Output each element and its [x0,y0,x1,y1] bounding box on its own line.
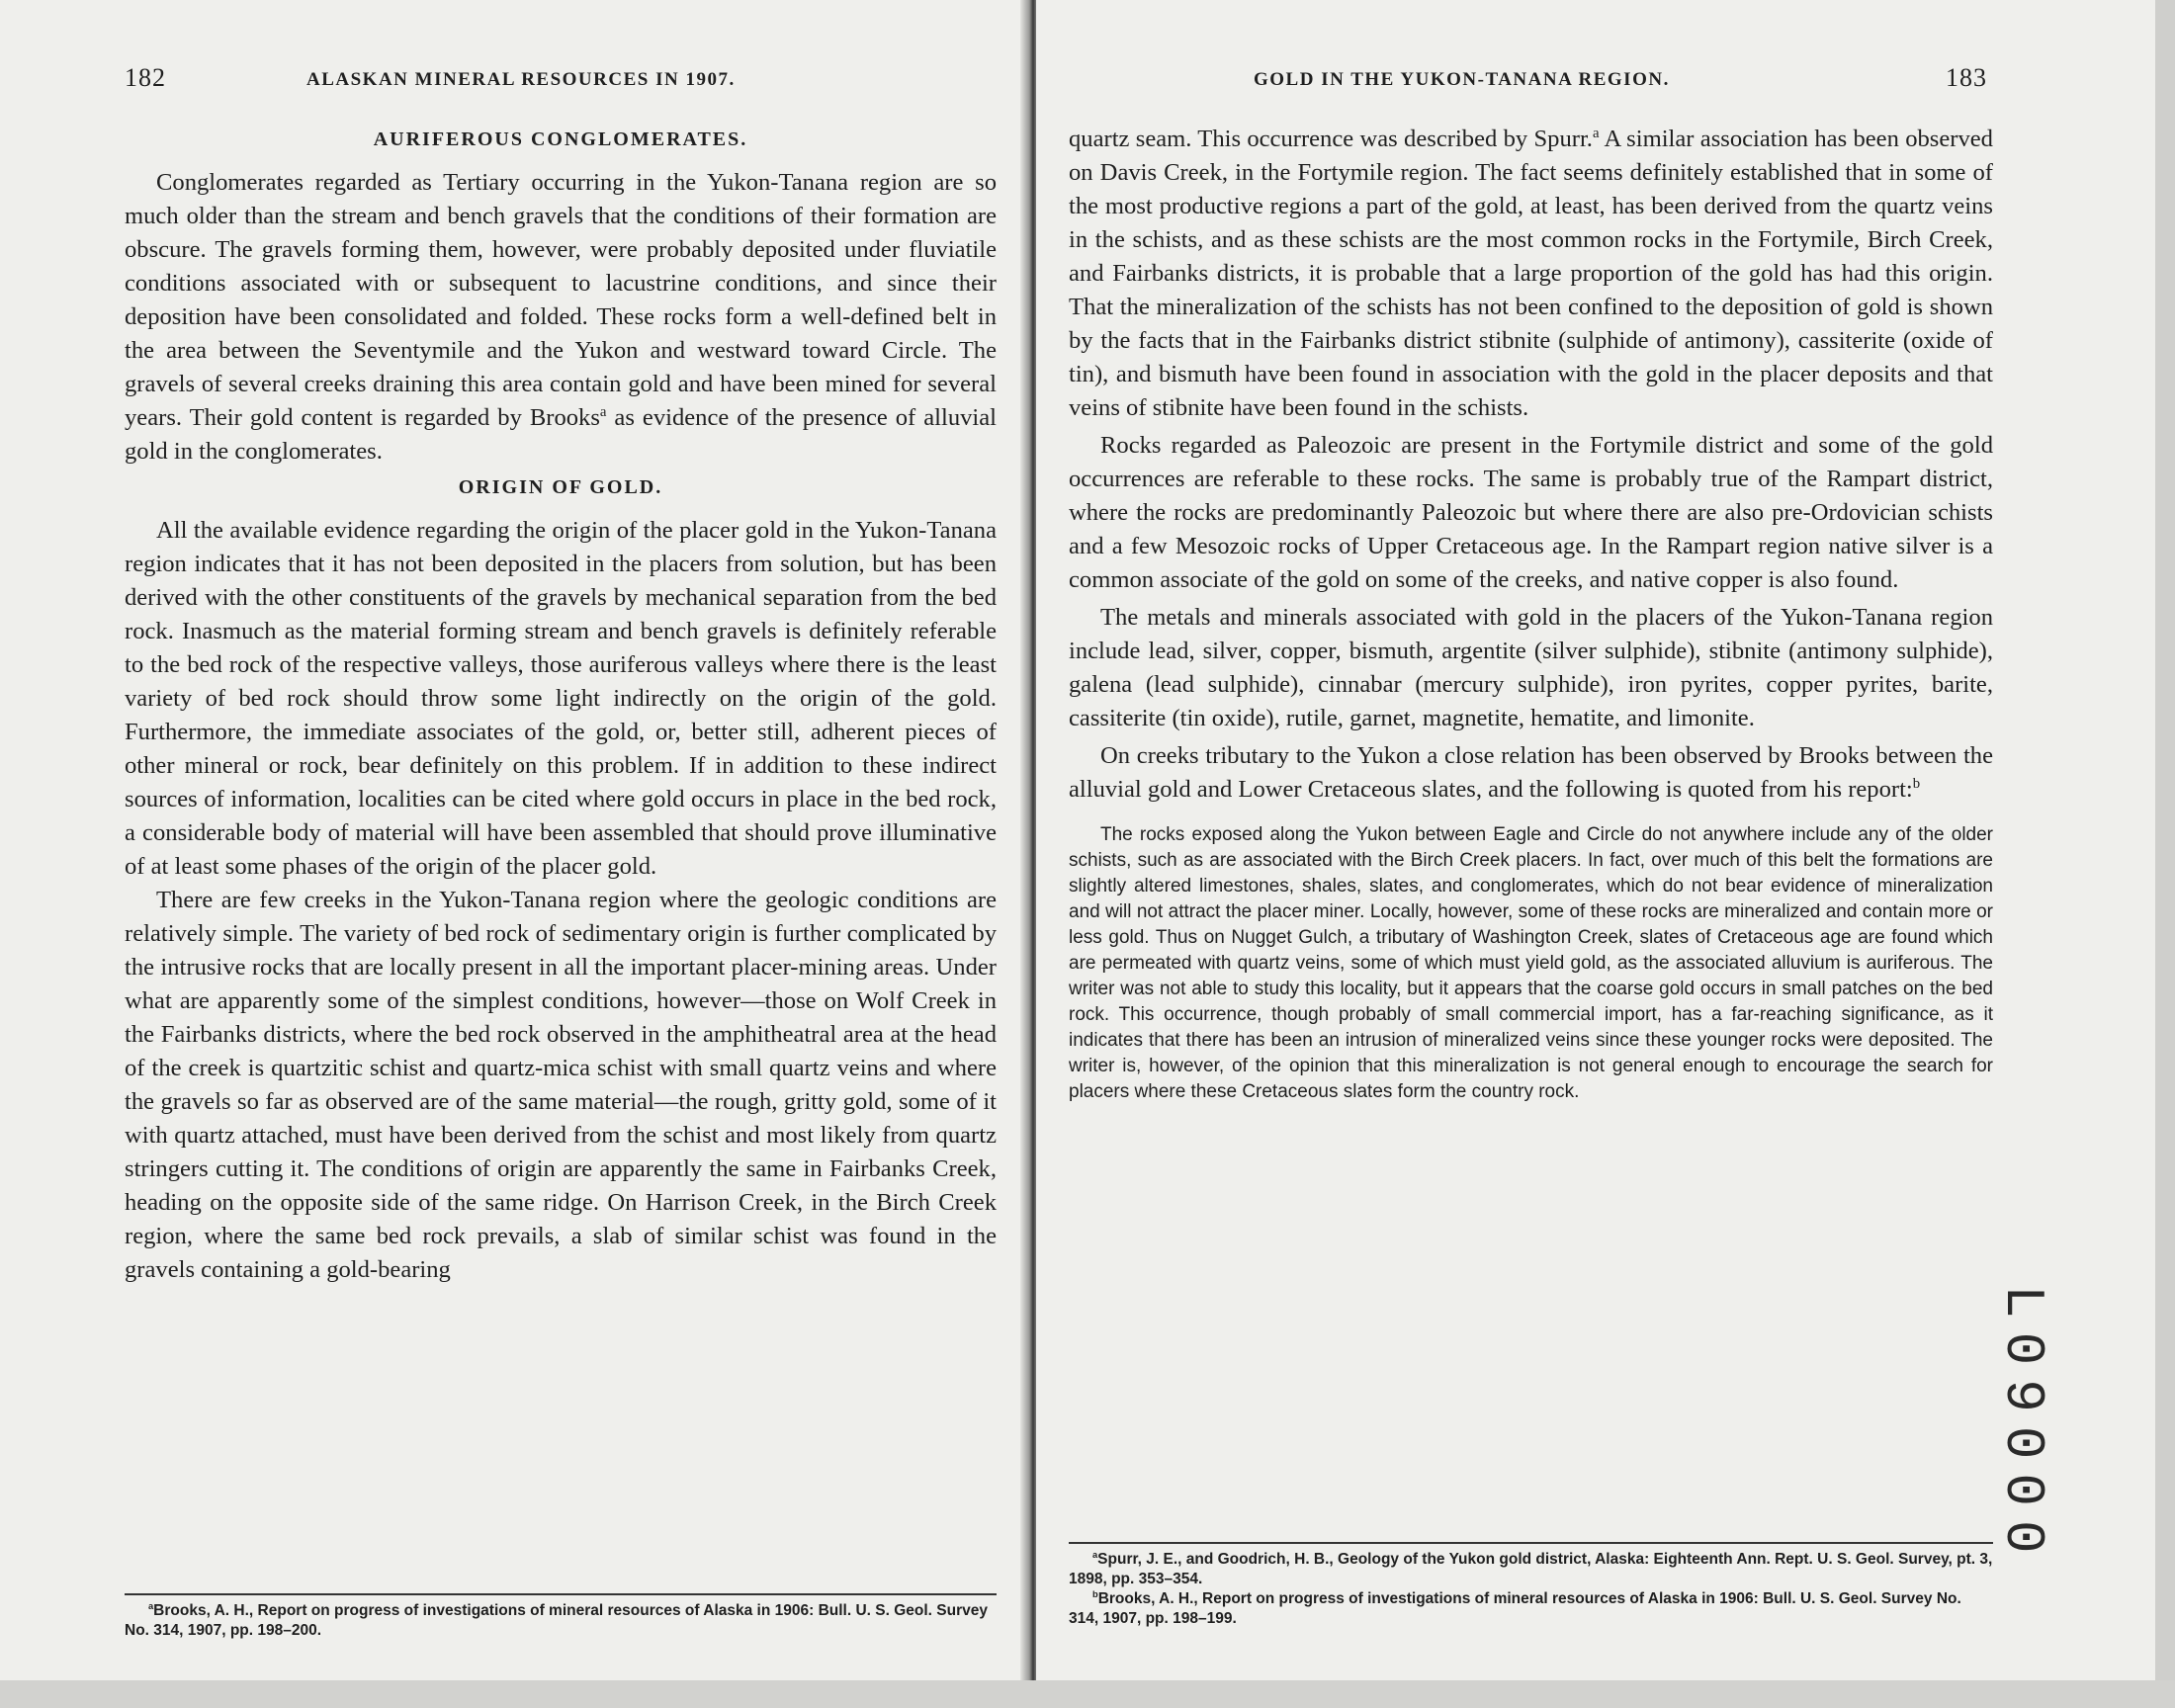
footnotes [1069,1542,1993,1629]
page-number: 183 [1946,63,1987,92]
footnote: $^a$Spurr, J. E., and Goodrich, H. B., Geology of the Yukon gold district, Alaska: Eighteenth Ann. Rept. U. S. Geol. Survey, pt. 3, 1898, pp. 353–354. [1069,1549,1993,1587]
footnote-rule [125,1593,997,1595]
scan-border [0,1680,2175,1708]
running-head: GOLD IN THE YUKON-TANANA REGION. [1254,69,1670,90]
paragraph: The metals and minerals associated with gold in the placers of the Yukon-Tanana region include lead, silver, copper, bismuth, argentite (silver sulphide), stibnite (antimony sulphide), galena (lead sulphide), cinnabar (mercury sulphide), iron pyrites, copper pyrites, barite, cassiterite (tin oxide), rutile, garnet, magnetite, hematite, and limonite. [1069,604,1993,731]
footnote: $^b$Brooks, A. H., Report on progress of investigations of mineral resources of Alaska in 1906: Bull. U. S. Geol. Survey No. 314, 1907, pp. 198–199. [1069,1588,1961,1627]
right-body [1069,123,1993,1105]
section-heading: ORIGIN OF GOLD. [458,476,663,498]
running-head: ALASKAN MINERAL RESOURCES IN 1907. [306,69,736,90]
footnote-ref: a [599,403,607,420]
accession-stamp: L09000 [1991,1285,2054,1568]
paragraph: There are few creeks in the Yukon-Tanana region where the geologic conditions are relatively simple. The variety of bed rock of sedimentary origin is further complicated by the intrusive rocks that are locally present in all the important placer-mining areas. Under what are apparently some of the simplest conditions, however—those on Wolf Creek in the Fairbanks districts, where the bed rock observed in the amphitheatral area at the head of the creek is quartzitic schist and quartz-mica schist with small quartz veins and where the gravels so far as observed are of the same material—the rough, gritty gold, some of it with quartz attached, must have been derived from the schist and most likely from quartz stringers cutting it. The conditions of origin are apparently the same in Fairbanks Creek, heading on the opposite side of the same ridge. On Harrison Creek, in the Birch Creek region, where the same bed rock prevails, a slab of similar schist was found in the gravels containing a gold-bearing [125,887,997,1283]
paragraph: quartz seam. This occurrence was described by Spurr.$^a$ A similar association has been observed on Davis Creek, in the Fortymile region. The fact seems definitely established that in some of the most productive regions a part of the gold, at least, has been derived from the quartz veins in the schists, and as these schists are the most common rocks in the Fortymile, Birch Creek, and Fairbanks districts, it is probable that a large proportion of the gold has had this origin. That the mineralization of the schists has not been confined to the deposition of gold is shown by the facts that in the Fairbanks district stibnite (sulphide of antimony), cassiterite (oxide of tin), and bismuth have been found in association with the gold in the placer deposits and that veins of stibnite have been found in the schists. [1069,125,1993,421]
page-edge [2155,0,2175,1708]
left-page [0,0,1030,1680]
paragraph: Rocks regarded as Paleozoic are present in the Fortymile district and some of the gold occurrences are referable to these rocks. The same is probably true of the Rampart district, where the rocks are predominantly Paleozoic but where there are also pre-Ordovician schists and a few Mesozoic rocks of Upper Cretaceous age. In the Rampart region native silver is a common associate of the gold on some of the creeks, and native copper is also found. [1069,432,1993,593]
footnote-ref: b [1912,775,1921,792]
block-quote: The rocks exposed along the Yukon between Eagle and Circle do not anywhere include any of the older schists, such as are associated with the Birch Creek placers. In fact, over much of this belt the formations are slightly altered limestones, shales, slates, and conglomerates, which do not bear evidence of mineralization and will not attract the placer miner. Locally, however, some of these rocks are mineralized and contain more or less gold. Thus on Nugget Gulch, a tributary of Washington Creek, slates of Cretaceous age are found which are permeated with quartz veins, some of which must yield gold, as the associated alluvium is auriferous. The writer was not able to study this locality, but it appears that the coarse gold occurs in small patches on the bed rock. This occurrence, though probably of small commercial import, has a far-reaching significance, as it indicates that there has been an intrusion of mineralized veins since these younger rocks were deposited. The writer is, however, of the opinion that this mineralization is not general enough to encourage the search for placers where these Cretaceous slates form the country rock. [1069,824,1993,1102]
footnote: $^a$Brooks, A. H., Report on progress of investigations of mineral resources of Alaska in 1906: Bull. U. S. Geol. Survey No. 314, 1907, pp. 198–200. [125,1600,988,1639]
footnote-ref: a [1592,125,1600,141]
right-page [1036,0,2155,1680]
footnote-rule [1069,1542,1993,1544]
left-body [125,123,997,1287]
paragraph: Conglomerates regarded as Tertiary occurring in the Yukon-Tanana region are so much older than the stream and bench gravels that the conditions of their formation are obscure. The gravels forming them, however, were probably deposited under fluviatile conditions associated with or subsequent to lacustrine conditions, and since their deposition have been consolidated and folded. These rocks form a well-defined belt in the area between the Seventymile and the Yukon and westward toward Circle. The gravels of several creeks draining this area contain gold and have been mined for several years. Their gold content is regarded by Brooks$^a$ as evidence of the presence of alluvial gold in the conglomerates. [125,169,997,465]
section-heading: AURIFEROUS CONGLOMERATES. [373,128,748,150]
page-number: 182 [125,63,166,92]
footnotes [125,1593,997,1641]
paragraph: All the available evidence regarding the origin of the placer gold in the Yukon-Tanana region indicates that it has not been deposited in the placers from solution, but has been derived with the other constituents of the gravels by mechanical separation from the bed rock. Inasmuch as the material forming stream and bench gravels is definitely referable to the bed rock of the respective valleys, those auriferous valleys where there is the least variety of bed rock should throw some light indirectly on the origin of the gold. Furthermore, the immediate associates of the gold, or, better still, adherent pieces of other mineral or rock, bear definitely on this problem. If in addition to these indirect sources of information, localities can be cited where gold occurs in place in the bed rock, a considerable body of material will have been assembled that should prove illuminative of at least some phases of the origin of the placer gold. [125,517,997,880]
paragraph: On creeks tributary to the Yukon a close relation has been observed by Brooks between the alluvial gold and Lower Cretaceous slates, and the following is quoted from his report:$^b$ [1069,742,1993,803]
